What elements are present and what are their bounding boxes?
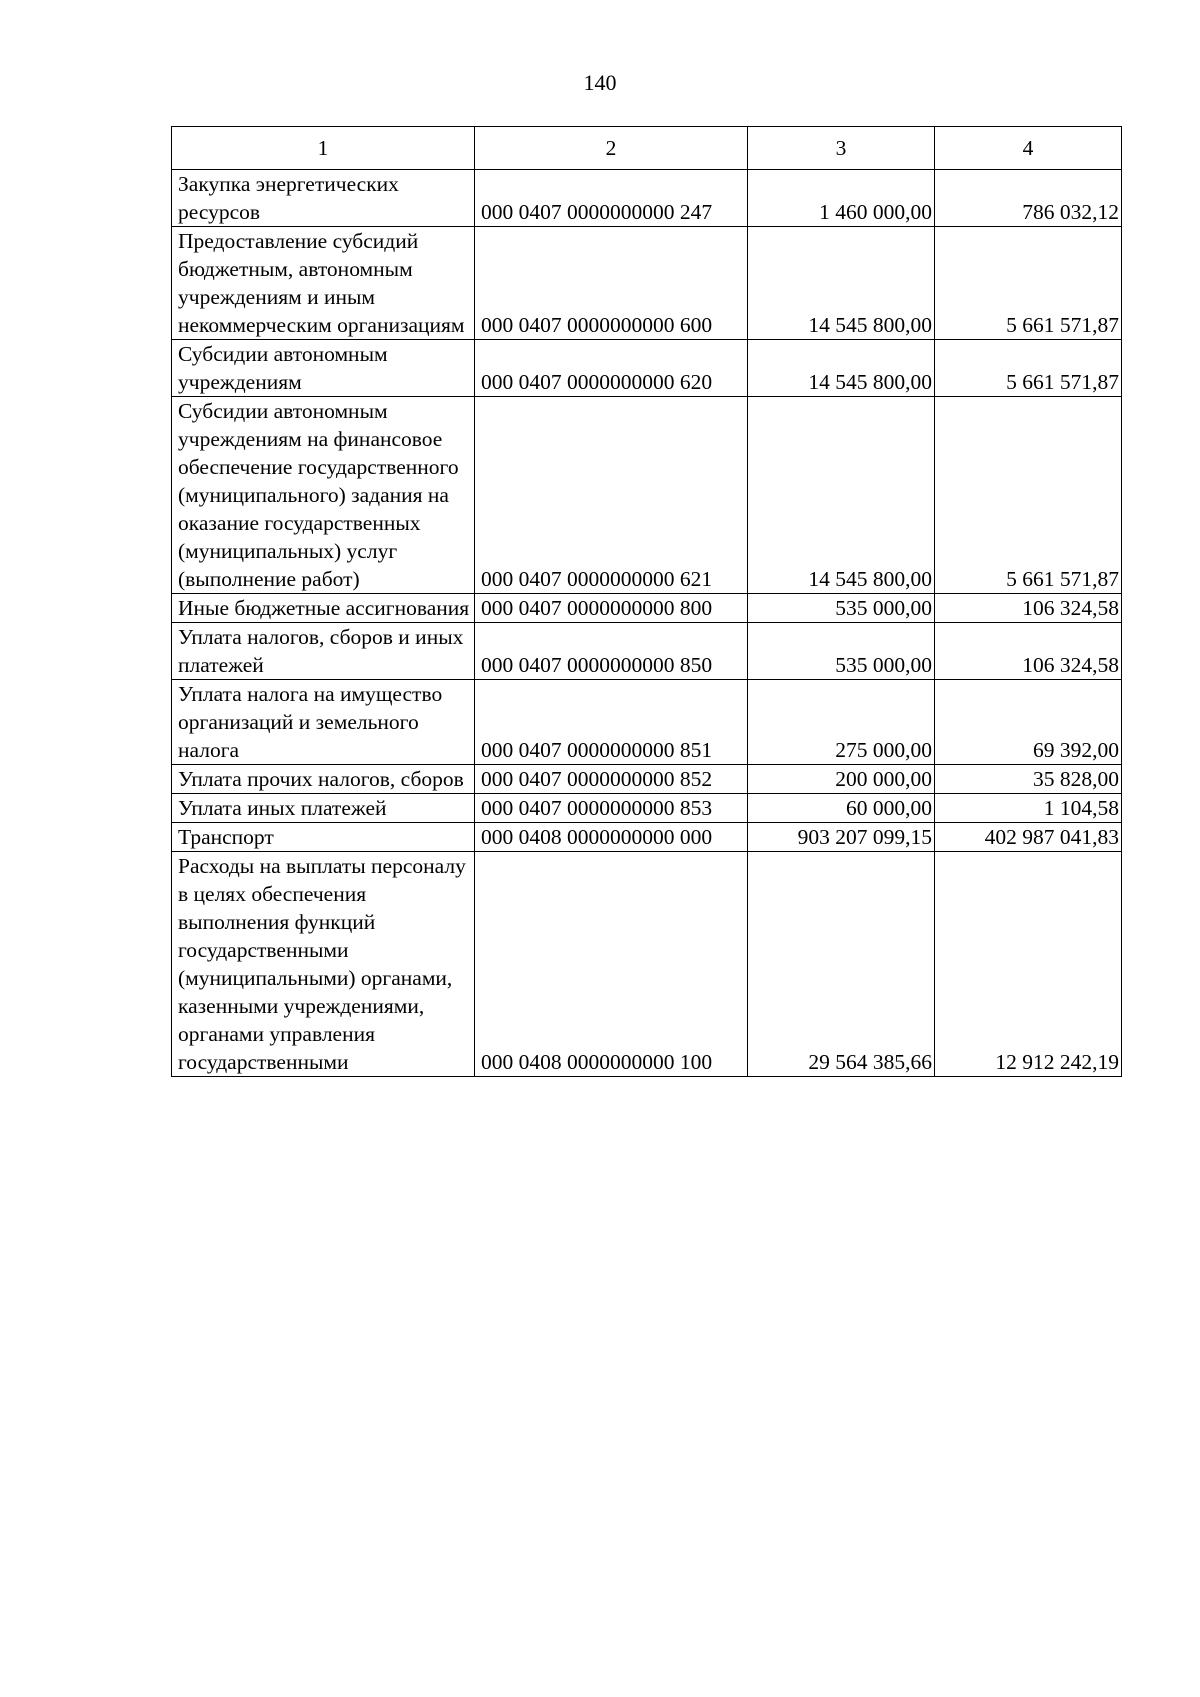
row-code: 000 0408 0000000000 000 <box>475 823 748 852</box>
row-code: 000 0407 0000000000 851 <box>475 680 748 765</box>
row-fact-amount: 1 104,58 <box>935 794 1122 823</box>
row-plan-amount: 1 460 000,00 <box>748 170 935 227</box>
row-plan-amount: 29 564 385,66 <box>748 852 935 1077</box>
table-row <box>172 340 1122 397</box>
row-code: 000 0407 0000000000 600 <box>475 227 748 340</box>
row-plan-amount: 60 000,00 <box>748 794 935 823</box>
row-plan-amount: 14 545 800,00 <box>748 227 935 340</box>
row-name: Уплата налогов, сборов и иных платежей <box>172 623 475 680</box>
table-row <box>172 623 1122 680</box>
table-header-row <box>172 127 1122 170</box>
row-code: 000 0407 0000000000 800 <box>475 594 748 623</box>
row-plan-amount: 14 545 800,00 <box>748 397 935 594</box>
row-plan-amount: 14 545 800,00 <box>748 340 935 397</box>
row-code: 000 0408 0000000000 100 <box>475 852 748 1077</box>
row-name: Субсидии автономным учреждениям <box>172 340 475 397</box>
table-row <box>172 594 1122 623</box>
row-name: Уплата иных платежей <box>172 794 475 823</box>
row-plan-amount: 903 207 099,15 <box>748 823 935 852</box>
column-header-2: 2 <box>475 127 748 170</box>
row-fact-amount: 5 661 571,87 <box>935 340 1122 397</box>
row-fact-amount: 786 032,12 <box>935 170 1122 227</box>
row-plan-amount: 535 000,00 <box>748 623 935 680</box>
row-name: Предоставление субсидий бюджетным, автономным учреждениям и иным некоммерческим организациям <box>172 227 475 340</box>
row-code: 000 0407 0000000000 620 <box>475 340 748 397</box>
table-row <box>172 680 1122 765</box>
row-fact-amount: 35 828,00 <box>935 765 1122 794</box>
row-fact-amount: 402 987 041,83 <box>935 823 1122 852</box>
row-name: Транспорт <box>172 823 475 852</box>
table-row <box>172 397 1122 594</box>
row-name: Закупка энергетических ресурсов <box>172 170 475 227</box>
table-row <box>172 765 1122 794</box>
column-header-3: 3 <box>748 127 935 170</box>
table-row <box>172 170 1122 227</box>
row-name: Уплата налога на имущество организаций и земельного налога <box>172 680 475 765</box>
column-header-1: 1 <box>172 127 475 170</box>
row-name: Расходы на выплаты персоналу в целях обеспечения выполнения функций государственными (муниципальными) органами, казенными учреждениями, органами управления государственными <box>172 852 475 1077</box>
row-code: 000 0407 0000000000 853 <box>475 794 748 823</box>
row-name: Субсидии автономным учреждениям на финансовое обеспечение государственного (муниципального) задания на оказание государственных (муниципальных) услуг (выполнение работ) <box>172 397 475 594</box>
table-row <box>172 227 1122 340</box>
row-fact-amount: 69 392,00 <box>935 680 1122 765</box>
row-fact-amount: 106 324,58 <box>935 594 1122 623</box>
row-fact-amount: 12 912 242,19 <box>935 852 1122 1077</box>
row-plan-amount: 275 000,00 <box>748 680 935 765</box>
row-code: 000 0407 0000000000 621 <box>475 397 748 594</box>
row-code: 000 0407 0000000000 852 <box>475 765 748 794</box>
row-fact-amount: 106 324,58 <box>935 623 1122 680</box>
table-row <box>172 852 1122 1077</box>
row-name: Иные бюджетные ассигнования <box>172 594 475 623</box>
table-row <box>172 823 1122 852</box>
row-code: 000 0407 0000000000 247 <box>475 170 748 227</box>
budget-execution-table <box>171 126 1122 1077</box>
page-number: 140 <box>583 70 617 95</box>
row-plan-amount: 535 000,00 <box>748 594 935 623</box>
column-header-4: 4 <box>935 127 1122 170</box>
table-row <box>172 794 1122 823</box>
row-plan-amount: 200 000,00 <box>748 765 935 794</box>
row-code: 000 0407 0000000000 850 <box>475 623 748 680</box>
row-fact-amount: 5 661 571,87 <box>935 397 1122 594</box>
row-name: Уплата прочих налогов, сборов <box>172 765 475 794</box>
row-fact-amount: 5 661 571,87 <box>935 227 1122 340</box>
